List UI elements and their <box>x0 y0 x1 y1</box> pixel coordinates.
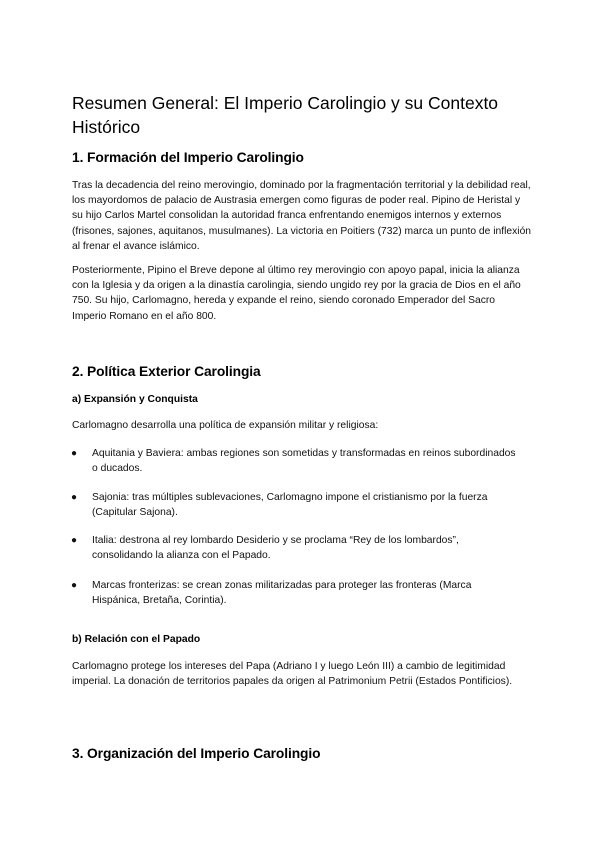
subsection-heading-papado: b) Relación con el Papado <box>72 634 201 645</box>
bullet-icon: ● <box>71 580 78 591</box>
section-heading-formacion: 1. Formación del Imperio Carolingio <box>72 150 304 165</box>
list-item <box>71 446 518 476</box>
paragraph: Posteriormente, Pipino el Breve depone al último rey merovingio con apoyo papal, inicia la alianza con la Iglesia y da origen a la dinastía carolingia, siendo ungido rey por la gracia de Dios en el año 750. Su hijo, Carlomagno, hereda y expande el reino, siendo coronado Emperador del Sacro Imperio Romano en el año 800. <box>72 265 521 322</box>
paragraph: Carlomagno protege los intereses del Papa (Adriano I y luego León III) a cambio de legitimidad imperial. La donación de territorios papales da origen al Patrimonium Petrii (Estados Pontificios). <box>72 661 513 688</box>
paragraph: Tras la decadencia del reino merovingio, dominado por la fragmentación territorial y la debilidad real, los mayordomos de palacio de Austrasia emergen como figuras de poder real. Pipino de Heristal y su hijo Carlos Martel consolidan la autoridad franca enfrentando enemigos internos y externos (frisones, sajones, aquitanos, musulmanes). La victoria en Poitiers (732) marca un punto de inflexión al frenar el avance islámico. <box>72 180 532 252</box>
list-item <box>71 578 518 608</box>
paragraph: Carlomagno desarrolla una política de expansión militar y religiosa: <box>72 420 379 431</box>
list-item-text: Italia: destrona al rey lombardo Desiderio y se proclama “Rey de los lombardos”, consolidando la alianza con el Papado. <box>92 535 459 562</box>
section-heading-politica-exterior: 2. Política Exterior Carolingia <box>72 364 261 379</box>
list-item <box>71 490 518 520</box>
list-item <box>71 533 518 563</box>
list-item-text: Aquitania y Baviera: ambas regiones son sometidas y transformadas en reinos subordinados o ducados. <box>92 448 516 475</box>
bullet-icon: ● <box>71 448 78 459</box>
subsection-heading-expansion: a) Expansión y Conquista <box>72 394 198 405</box>
document-title: Resumen General: El Imperio Carolingio y su Contexto Histórico <box>72 93 499 137</box>
section-heading-organizacion: 3. Organización del Imperio Carolingio <box>72 746 321 761</box>
bullet-icon: ● <box>71 492 78 503</box>
bullet-icon: ● <box>71 535 78 546</box>
list-item-text: Marcas fronterizas: se crean zonas militarizadas para proteger las fronteras (Marca Hispánica, Bretaña, Corintia). <box>92 580 472 607</box>
list-item-text: Sajonia: tras múltiples sublevaciones, Carlomagno impone el cristianismo por la fuerza (Capitular Sajona). <box>92 492 488 519</box>
